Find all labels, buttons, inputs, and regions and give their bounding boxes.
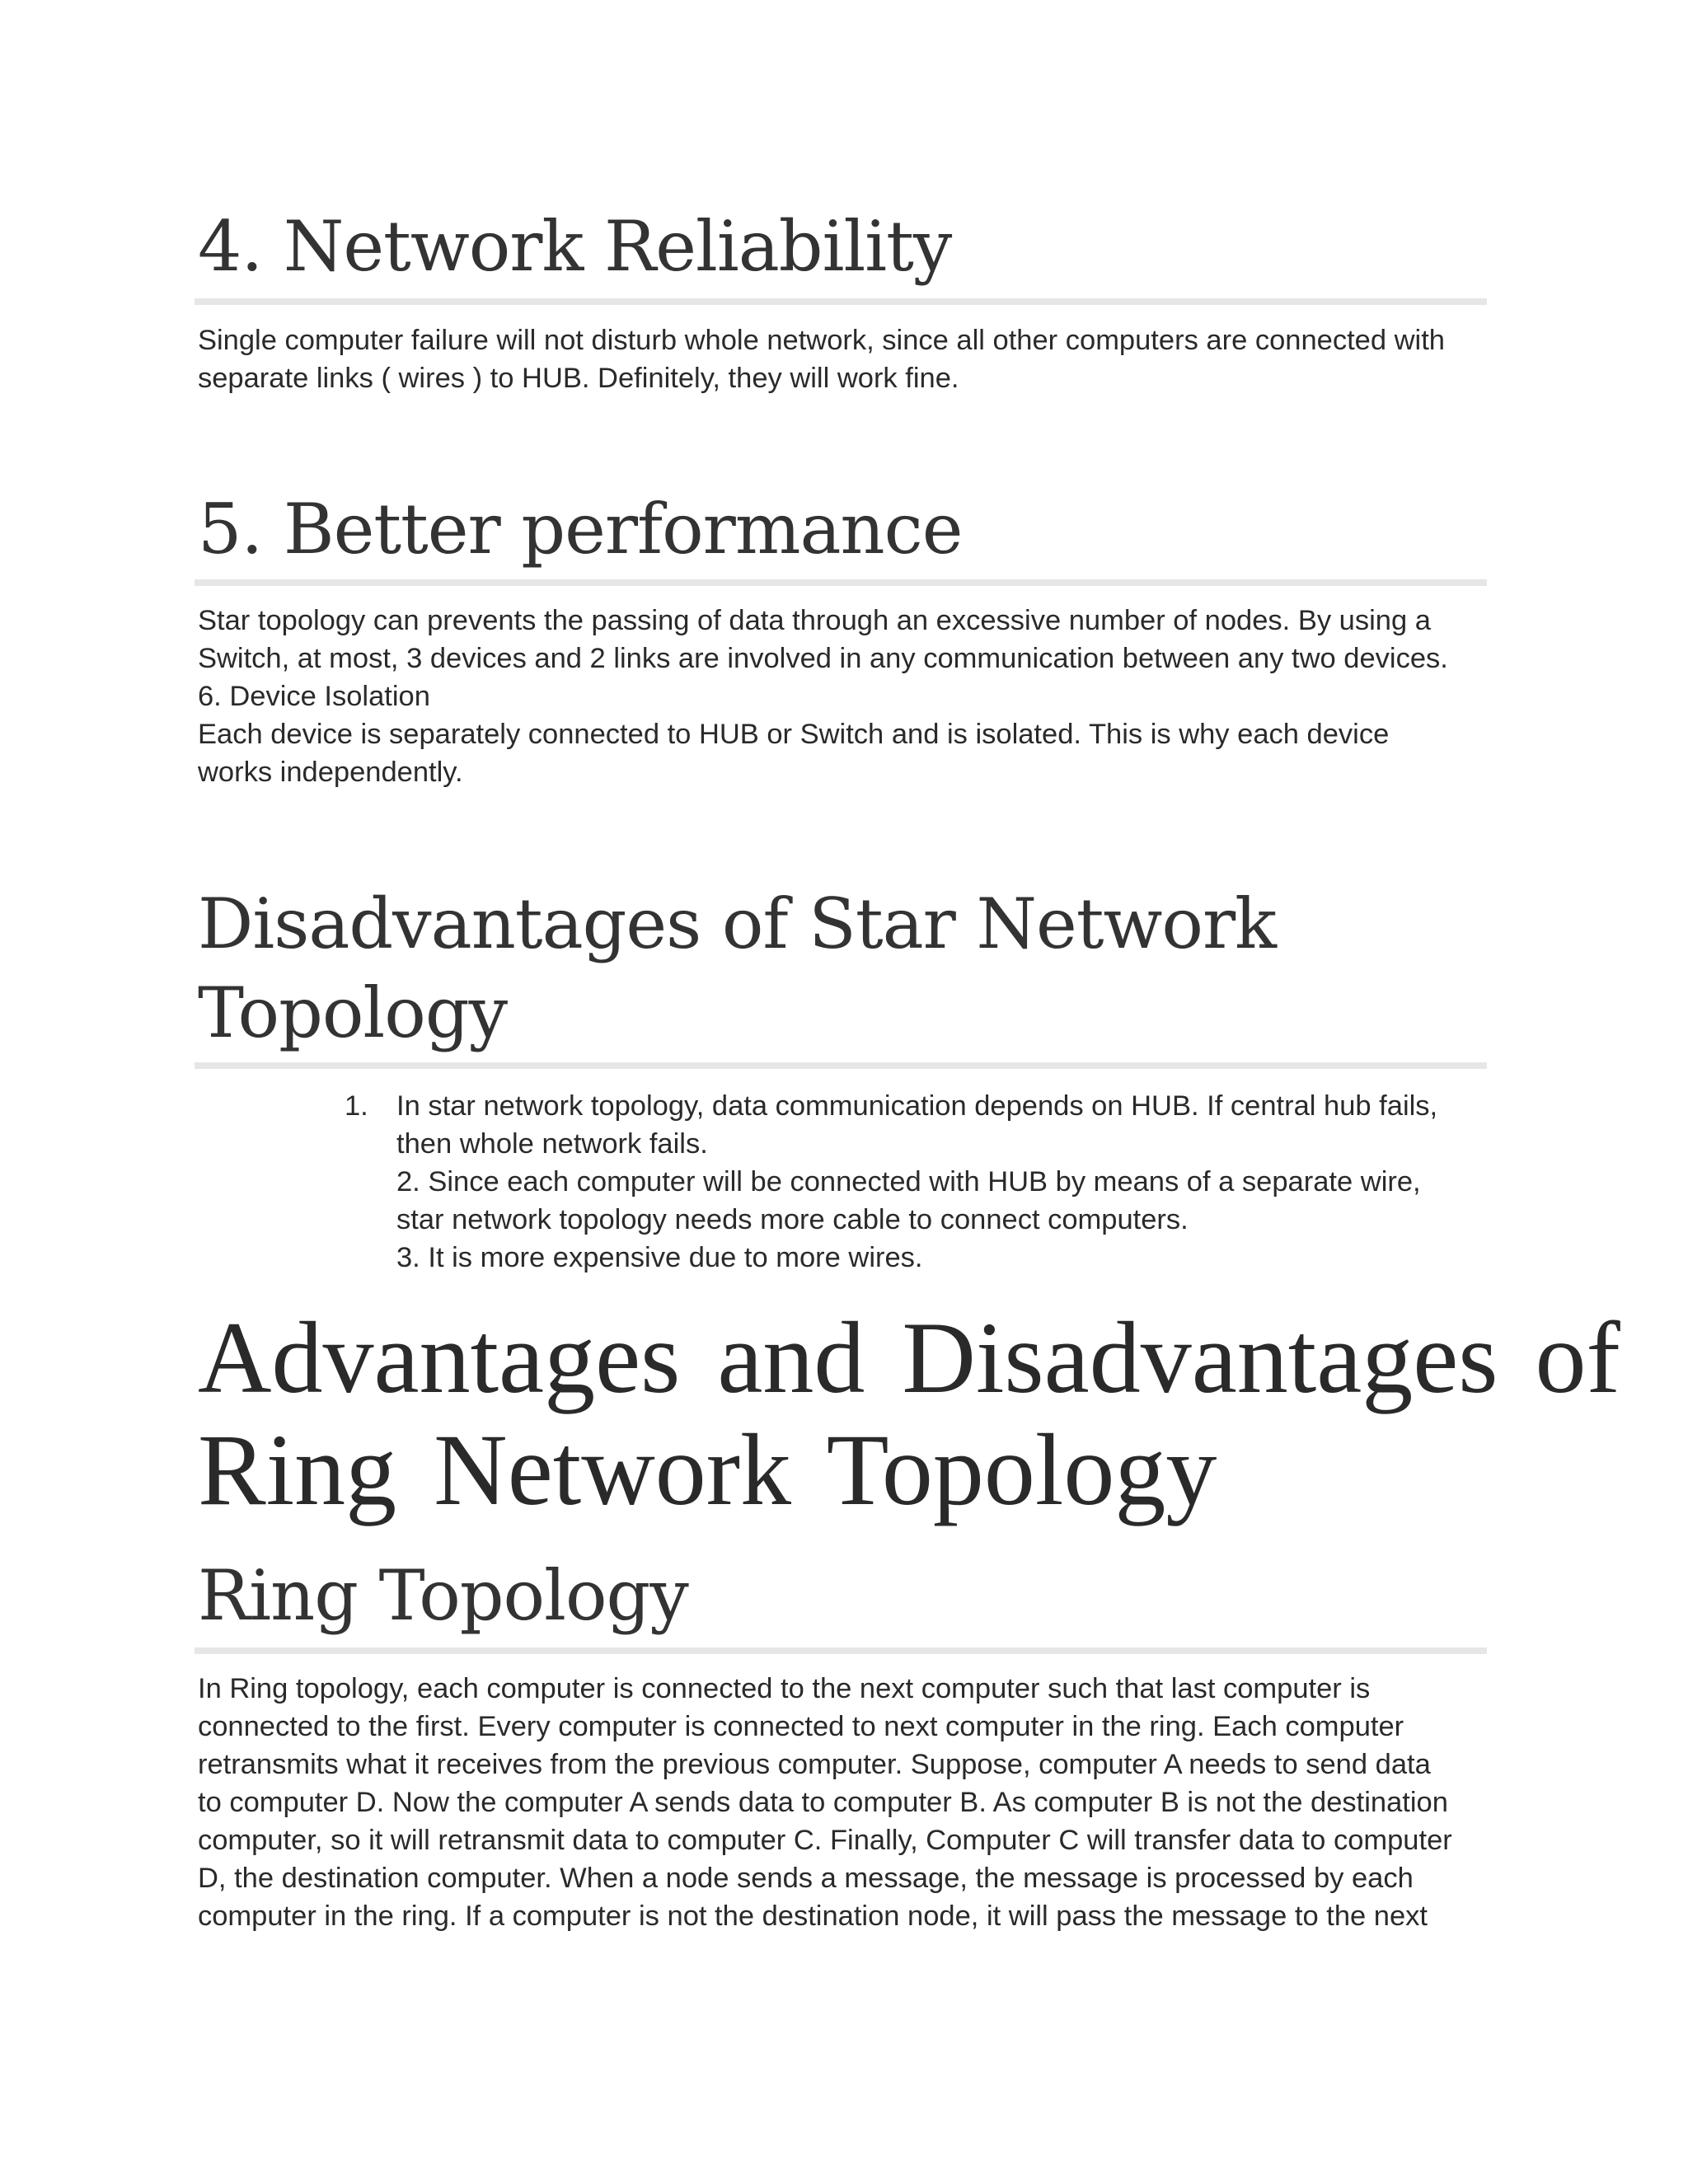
text-line: Each device is separately connected to HUB or Switch and is isolated. This is why each device — [198, 719, 1390, 750]
heading-star-disadvantages — [198, 879, 1276, 1057]
list-number: 1. — [345, 1090, 368, 1122]
text-line: 6. Device Isolation — [198, 681, 430, 712]
section-network-reliability — [198, 202, 1445, 394]
section-ring-title — [198, 1301, 1620, 1526]
text-line: In star network topology, data communication depends on HUB. If central hub fails, — [396, 1090, 1438, 1122]
title-word: Disadvantages — [902, 1301, 1498, 1414]
text-line: In Ring topology, each computer is connected to the next computer such that last computer is — [198, 1673, 1371, 1704]
text-line: 3. It is more expensive due to more wires. — [396, 1242, 923, 1273]
title-line: Ring Network Topology — [198, 1413, 1217, 1526]
text-line: separate links ( wires ) to HUB. Definitely, they will work fine. — [198, 363, 959, 394]
heading-underline — [195, 1062, 1487, 1069]
heading-network-reliability: 4. Network Reliability — [198, 206, 952, 287]
title-word: of — [1535, 1301, 1620, 1414]
text-line: then whole network fails. — [396, 1128, 708, 1160]
text-line: computer, so it will retransmit data to computer C. Finally, Computer C will transfer data to computer — [198, 1825, 1452, 1856]
text-line: D, the destination computer. When a node sends a message, the message is processed by each — [198, 1863, 1414, 1894]
text-line: retransmits what it receives from the previous computer. Suppose, computer A needs to send data — [198, 1749, 1431, 1780]
paragraph-network-reliability — [198, 321, 1500, 397]
heading-line: Topology — [198, 972, 508, 1053]
section-star-disadvantages — [198, 879, 1438, 1273]
heading-better-performance: 5. Better performance — [198, 489, 963, 569]
title-word: Advantages — [198, 1301, 681, 1414]
text-line: star network topology needs more cable to connect computers. — [396, 1204, 1189, 1235]
text-line: Single computer failure will not disturb whole network, since all other computers are connected with — [198, 325, 1445, 356]
text-line: connected to the first. Every computer is connected to next computer in the ring. Each computer — [198, 1711, 1404, 1742]
heading-underline — [195, 1647, 1487, 1654]
text-line: Switch, at most, 3 devices and 2 links are involved in any communication between any two devices. — [198, 643, 1448, 674]
paragraph-better-performance — [198, 602, 1500, 791]
section-better-performance — [198, 485, 1448, 788]
heading-line: Disadvantages of Star Network — [198, 883, 1277, 964]
text-line: computer in the ring. If a computer is not the destination node, it will pass the message to the next — [198, 1900, 1428, 1932]
paragraph-ring-topology — [198, 1670, 1517, 1935]
heading-underline — [195, 298, 1487, 305]
text-line: 2. Since each computer will be connected with HUB by means of a separate wire, — [396, 1166, 1421, 1197]
heading-ring-topology: Ring Topology — [198, 1555, 688, 1636]
title-line — [198, 1301, 1620, 1414]
text-line: Star topology can prevents the passing of data through an excessive number of nodes. By using a — [198, 605, 1431, 636]
heading-underline — [195, 579, 1487, 586]
text-line: to computer D. Now the computer A sends data to computer B. As computer B is not the destination — [198, 1787, 1448, 1818]
title-word: and — [717, 1301, 865, 1414]
title-ring-advantages-disadvantages — [198, 1301, 1620, 1526]
section-ring-topology — [198, 1551, 1452, 1932]
list-item — [396, 1087, 1493, 1277]
document-page — [198, 0, 1620, 2184]
text-line: works independently. — [198, 757, 463, 788]
